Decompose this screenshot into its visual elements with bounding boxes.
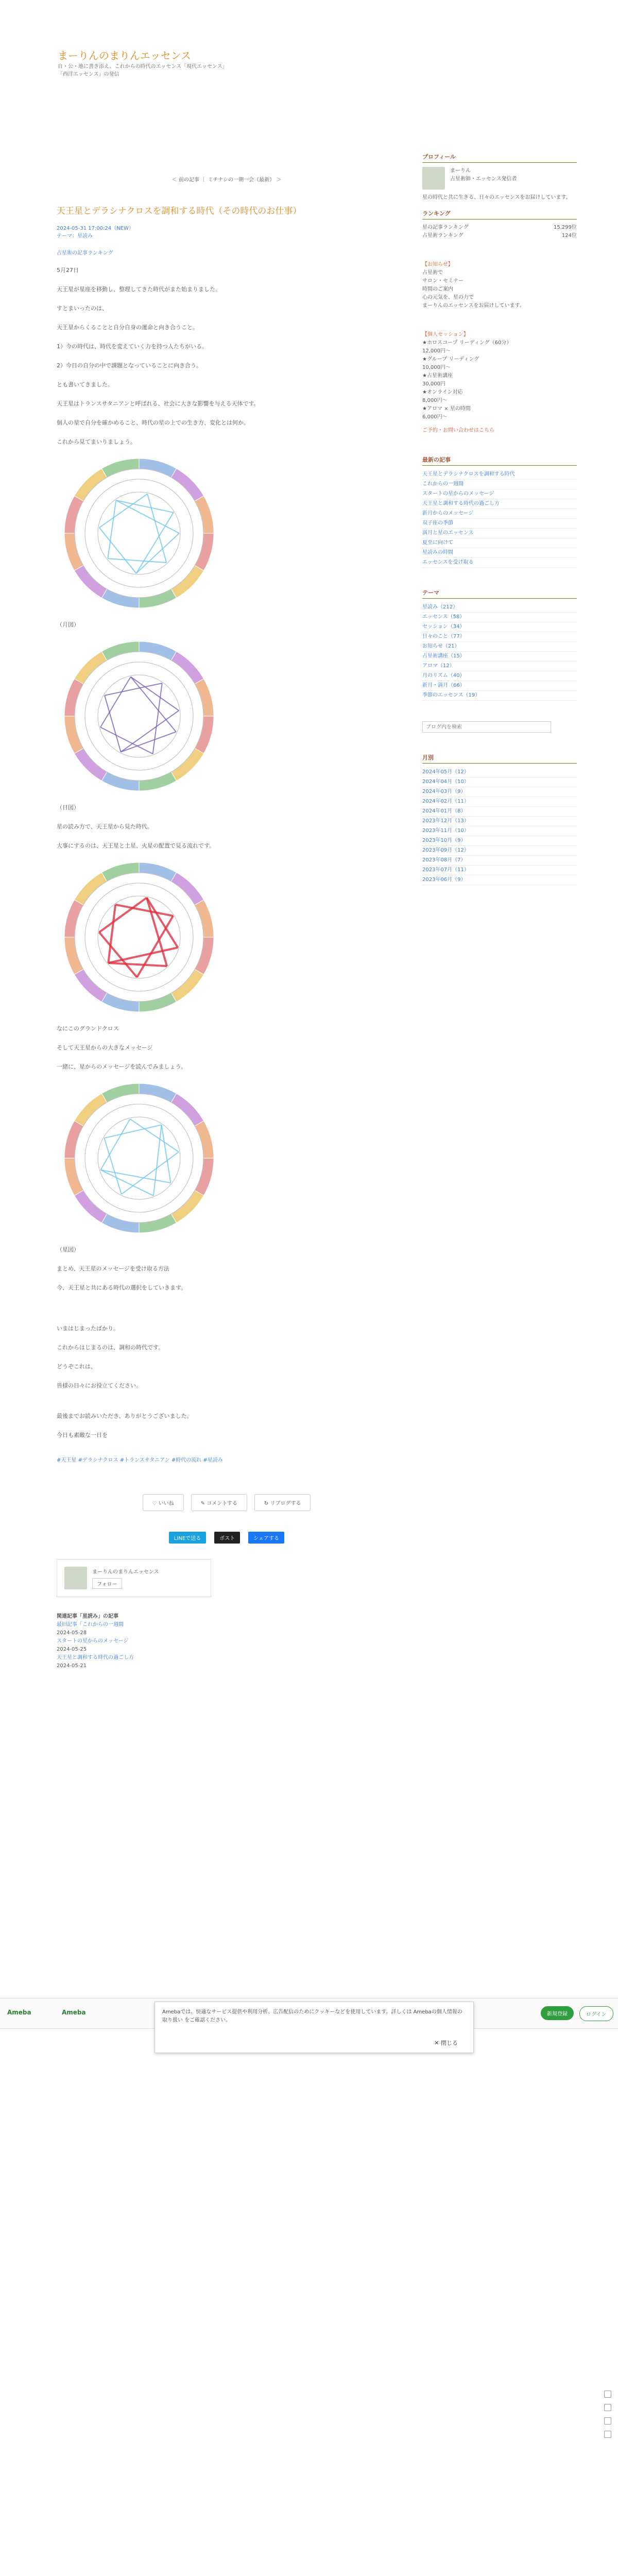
comment-label: コメントする [207, 1501, 237, 1506]
ameba-logo[interactable]: Ameba [7, 2009, 31, 2016]
wheel-ring [85, 662, 193, 770]
menu-price: 6,000円〜 [422, 414, 448, 420]
post-meta [57, 225, 397, 240]
zodiac-segment [102, 641, 140, 660]
aspect-line [100, 1119, 130, 1170]
profile-sub: 占星術師・エッセンス発信者 [450, 176, 517, 182]
cookie-close-button[interactable]: ✕ 閉じる [434, 2040, 458, 2046]
latest-item[interactable]: 満月と星のエッセンス [422, 529, 577, 538]
info-line[interactable]: 占星術で [422, 270, 443, 276]
zodiac-segment [171, 468, 204, 501]
zodiac-segment [195, 937, 214, 975]
blue-line: どうぞこれは、 [57, 1363, 96, 1370]
menu-line: ★オンライン対応 [422, 389, 463, 395]
zodiac-segment [139, 589, 177, 608]
cookie-notice [154, 2002, 474, 2053]
zodiac-segment [102, 1083, 140, 1103]
login-button[interactable]: ログイン [579, 2006, 613, 2021]
horoscope-wheel [62, 639, 216, 793]
zodiac-segment [74, 872, 107, 905]
zodiac-segment [64, 900, 83, 938]
info-line[interactable]: 心の元気を、星の力で [422, 295, 474, 300]
archive-item[interactable]: 2024年03月（9） [422, 787, 577, 797]
latest-item[interactable]: 夏至に向けて [422, 538, 577, 548]
zodiac-segment [102, 993, 140, 1012]
top-icon[interactable] [604, 2431, 611, 2438]
aspect-line [130, 1119, 179, 1152]
horoscope-chart-3 [62, 860, 216, 1014]
theme-heading: テーマ [422, 588, 577, 599]
zodiac-segment [139, 772, 177, 791]
rank-row[interactable] [422, 232, 577, 240]
zodiac-segment [195, 900, 214, 938]
archive-item[interactable]: 2023年09月（12） [422, 846, 577, 856]
wheel-ring [85, 1104, 193, 1212]
chart-caption: （星図） [57, 1246, 79, 1253]
zodiac-segment [102, 459, 140, 478]
paragraph: 一緒に、星からのメッセージを読んでみましょう。 [57, 1063, 187, 1070]
zodiac-segment [64, 679, 83, 717]
cookie-close-label: 閉じる [441, 2040, 458, 2046]
horoscope-wheel [62, 860, 216, 1014]
like-button[interactable]: ♡ いいね [143, 1494, 184, 1511]
aspect-line [99, 528, 136, 573]
author-card [57, 1559, 211, 1597]
zodiac-segment [195, 533, 214, 571]
latest-item[interactable]: これからの一週間 [422, 480, 577, 489]
post-body [57, 265, 397, 1440]
rank-value: 15,299位 [554, 225, 577, 230]
post-date: 2024-05-31 17:00:24（NEW） [57, 226, 134, 231]
post-tags[interactable]: #天王星 #デラシナクロス #トランスサタニアン #時代の流れ #星読み [57, 1458, 223, 1463]
aspect-line [122, 1152, 179, 1194]
wheel-ring [75, 873, 203, 1002]
archive-item[interactable]: 2024年05月（12） [422, 768, 577, 777]
zodiac-segment [171, 872, 204, 905]
latest-item[interactable]: スタートの星からのメッセージ [422, 489, 577, 499]
rank-value: 124位 [561, 233, 577, 239]
zodiac-segment [195, 1121, 214, 1159]
zodiac-segment [74, 468, 107, 501]
aspect-line [100, 1170, 170, 1183]
x-share-button[interactable]: ポスト [214, 1532, 240, 1544]
wheel-ring [75, 469, 203, 598]
theme-item[interactable]: 星読み（212） [422, 603, 577, 613]
zodiac-segment [171, 566, 204, 598]
latest-item[interactable]: 星読みの時間 [422, 548, 577, 558]
zodiac-segment [74, 749, 107, 781]
wheel-ring [98, 492, 180, 574]
zodiac-segment [171, 749, 204, 781]
archive-item[interactable]: 2023年11月（10） [422, 826, 577, 836]
menu-price: 10,000円〜 [422, 365, 451, 370]
zodiac-segment [74, 566, 107, 598]
theme-item[interactable]: セッション（34） [422, 622, 577, 632]
aspect-line [116, 500, 174, 513]
archive-item[interactable]: 2023年06月（9） [422, 875, 577, 885]
archive-heading: 月別 [422, 753, 577, 764]
paragraph: 今、天王星と共にある時代の選択をしていきます。 [57, 1284, 187, 1291]
comment-button[interactable]: ✎ コメントする [191, 1494, 247, 1511]
latest-item[interactable]: エッセンスを受け取る [422, 558, 577, 568]
zodiac-segment [171, 1191, 204, 1223]
zodiac-segment [195, 1158, 214, 1196]
paragraph: 天王星からくることと自分自身の運命と向き合うこと。 [57, 324, 198, 331]
profile-text: 星の時代と共に生きる、日々のエッセンスをお届けしています。 [422, 195, 571, 200]
signoff: 今日も素敵な一日を [57, 1432, 108, 1438]
archive-item[interactable]: 2023年12月（13） [422, 817, 577, 826]
ameba-logo-secondary[interactable]: Ameba [62, 2009, 86, 2016]
info-heading: 【お知らせ】 [422, 262, 453, 267]
theme-box [422, 588, 577, 701]
site-title[interactable]: まーりんのまりんエッセンス [58, 49, 191, 62]
latest-item[interactable]: 新月からのメッセージ [422, 509, 577, 519]
paragraph: 1）今の時代は、時代を変えていく力を持つ人たちがいる。 [57, 343, 208, 350]
latest-item[interactable]: 天王星と調和する時代の過ごし方 [422, 499, 577, 509]
paragraph: 2）今日の自分の中で課題となっていることに向き合う。 [57, 362, 202, 369]
ranking-link[interactable]: 占星術の記事ランキング [57, 250, 113, 256]
paragraph: なにこのグランドクロス [57, 1025, 119, 1032]
blue-line: 皆様の日々にお役立てください。 [57, 1382, 142, 1389]
menu-line: ★ホロスコープ リーディング（60分） [422, 340, 512, 346]
zodiac-segment [102, 772, 140, 791]
aspect-line [108, 963, 167, 966]
aspect-line [104, 1125, 161, 1138]
blog-header [0, 0, 618, 118]
chart-caption: （日図） [57, 804, 79, 811]
aspect-line [99, 932, 137, 977]
zodiac-segment [102, 589, 140, 608]
aspect-line [104, 1138, 121, 1194]
profile-avatar[interactable] [422, 167, 445, 190]
zodiac-segment [74, 651, 107, 684]
zodiac-segment [102, 862, 140, 882]
theme-item[interactable]: 占星術講座（15） [422, 652, 577, 662]
zodiac-segment [139, 1214, 177, 1233]
related-posts [57, 1613, 397, 1670]
theme-item[interactable]: 新月・満月（66） [422, 681, 577, 691]
paragraph: 天王星はトランスサタニアンと呼ばれる、社会に大きな影響を与える天体です。 [57, 400, 260, 407]
archive-box [422, 753, 577, 885]
rank-label: 占星術ランキング [422, 233, 464, 239]
wheel-ring [75, 1094, 203, 1223]
paragraph: 5月27日 [57, 267, 79, 274]
comment-icon[interactable] [604, 2404, 611, 2411]
related-item[interactable]: 天王星と調和する時代の過ごし方 [57, 1655, 134, 1660]
theme-item[interactable]: エッセンス（58） [422, 613, 577, 622]
menu-box [422, 331, 577, 435]
blue-line: いまはじまったばかり。 [57, 1325, 119, 1332]
zodiac-segment [102, 1214, 140, 1233]
zodiac-segment [195, 716, 214, 754]
post-actions [57, 1494, 397, 1511]
aspect-line [136, 533, 179, 573]
zodiac-segment [139, 459, 177, 478]
archive-item[interactable]: 2024年02月（11） [422, 797, 577, 807]
paragraph: すとまいったのは、 [57, 305, 108, 312]
theme-item[interactable]: アロマ（12） [422, 662, 577, 671]
zodiac-segment [64, 937, 83, 975]
theme-item[interactable]: 季節のエッセンス（19） [422, 691, 577, 701]
signoff: 最後までお読みいただき、ありがとうございました。 [57, 1413, 193, 1419]
main-column [57, 118, 397, 1670]
profile-name[interactable]: まーりん [450, 168, 471, 174]
highlight-text: 星の読み方で、天王星から見た時代。 [57, 823, 153, 830]
archive-item[interactable]: 2023年07月（11） [422, 866, 577, 875]
blog-search-input[interactable] [422, 721, 551, 733]
latest-posts-box [422, 455, 577, 568]
related-item[interactable]: スタートの星からのメッセージ [57, 1638, 129, 1644]
info-line[interactable]: まーりんのエッセンスをお届けしています。 [422, 303, 525, 309]
zodiac-segment [74, 1191, 107, 1223]
zodiac-segment [171, 1093, 204, 1126]
like-label: いいね [158, 1501, 174, 1506]
horoscope-wheel [62, 456, 216, 611]
horoscope-chart-1 [62, 456, 216, 611]
post-navigation[interactable]: ＜ 前の記事 ｜ ミチナシの一期一会（最新） ＞ [171, 177, 282, 183]
archive-item[interactable]: 2024年04月（10） [422, 777, 577, 787]
post-title[interactable]: 天王星とデラシナクロスを調和する時代（その時代のお仕事） [57, 206, 302, 216]
follow-button[interactable]: フォロー [92, 1578, 122, 1589]
related-date: 2024-05-28 [57, 1630, 87, 1636]
register-button[interactable]: 新規登録 [541, 2006, 574, 2020]
menu-price: 30,000円 [422, 381, 445, 387]
cookie-text: Amebaでは、快適なサービス提供や利用分析、広告配信のためにクッキーなどを使用しています。詳しくは Amebaの個人情報の取り扱い をご確認ください。 [162, 2009, 462, 2023]
aspect-line [108, 558, 166, 563]
zodiac-segment [139, 1083, 177, 1103]
aspect-line [162, 1125, 171, 1183]
zodiac-segment [64, 1158, 83, 1196]
zodiac-segment [171, 970, 204, 1002]
theme-item[interactable]: 日々のこと（77） [422, 632, 577, 642]
zodiac-segment [139, 641, 177, 660]
info-box [422, 261, 577, 310]
aspect-line [147, 897, 178, 947]
aspect-line [108, 905, 115, 963]
menu-price: 12,000円〜 [422, 348, 451, 354]
line-share-button[interactable]: LINEで送る [169, 1532, 206, 1544]
search-box [422, 721, 577, 733]
zodiac-segment [64, 716, 83, 754]
related-item[interactable]: 最旧記事「これからの一週間 [57, 1622, 124, 1628]
zodiac-segment [74, 1093, 107, 1126]
archive-item[interactable]: 2023年08月（7） [422, 856, 577, 866]
sidebar [422, 152, 577, 906]
zodiac-segment [64, 1121, 83, 1159]
horoscope-wheel [62, 1081, 216, 1235]
avatar[interactable] [64, 1567, 87, 1589]
info-line[interactable]: サロン・セミナー [422, 278, 464, 284]
zodiac-segment [195, 679, 214, 717]
aspect-line [100, 677, 131, 727]
menu-line: ★アロマ × 星の時間 [422, 406, 471, 412]
profile-box [422, 152, 577, 240]
aspect-line [116, 500, 179, 533]
reblog-button[interactable]: ↻ リブログする [254, 1494, 311, 1511]
paragraph: そして天王星からの大きなメッセージ [57, 1044, 153, 1051]
info-line[interactable]: 時間のご案内 [422, 286, 453, 292]
paragraph: これから見てまいりましょう。 [57, 438, 136, 445]
facebook-share-button[interactable]: シェアする [248, 1532, 284, 1544]
profile-heading: プロフィール [422, 152, 577, 163]
rank-row[interactable] [422, 224, 577, 232]
theme-item[interactable]: 月のリズム（40） [422, 671, 577, 681]
zodiac-segment [74, 970, 107, 1002]
rank-label: 星の記事ランキング [422, 225, 469, 230]
aspect-line [108, 500, 116, 558]
zodiac-segment [139, 993, 177, 1012]
related-date: 2024-05-21 [57, 1663, 87, 1669]
aspect-line [121, 710, 179, 752]
paragraph: 天王星が星座を移動し、整理してきた時代がまた始まりました。 [57, 286, 221, 293]
aspect-line [105, 683, 162, 696]
paragraph: まとめ、天王星のメッセージを受け取る方法 [57, 1265, 169, 1272]
paragraph: 個人の星で自分を確かめること、時代の星の上での生き方、変化とは何か。 [57, 419, 249, 426]
related-date: 2024-05-25 [57, 1647, 87, 1652]
paragraph: とも書いてきました。 [57, 381, 113, 388]
reblog-label: リブログする [270, 1501, 301, 1506]
blue-line: これからはじまるのは、調和の時代です。 [57, 1344, 164, 1351]
aspect-line [99, 494, 147, 528]
menu-line: ★グループ リーディング [422, 357, 479, 362]
site-description: 自・公・地に書き添え、これからの時代のエッセンス「現代エッセンス」「西洋エッセンス」の発信 [58, 64, 228, 77]
horoscope-chart-4 [62, 1081, 216, 1235]
latest-item[interactable]: 双子座の季節 [422, 519, 577, 529]
latest-heading: 最新の記事 [422, 455, 577, 466]
floating-toolbar [604, 2391, 614, 2444]
zodiac-segment [195, 496, 214, 534]
aspect-line [99, 897, 147, 932]
post-theme[interactable]: テーマ：星読み [57, 233, 93, 239]
archive-item[interactable]: 2024年01月（8） [422, 807, 577, 817]
archive-item[interactable]: 2023年10月（9） [422, 836, 577, 846]
menu-price: 8,000円〜 [422, 398, 448, 403]
aspect-line [100, 1170, 153, 1196]
zodiac-segment [64, 496, 83, 534]
contact-link[interactable]: ご予約・お問い合わせはこちら [422, 428, 494, 433]
aspect-line [105, 696, 121, 752]
zodiac-segment [64, 533, 83, 571]
menu-heading: 【個人セッション】 [422, 332, 469, 337]
heart-icon[interactable] [604, 2391, 611, 2398]
related-title: 関連記事「星読み」の記事 [57, 1614, 118, 1619]
highlight-text: 大事にするのは、天王星と土星、火星の配置で見る流れです。 [57, 842, 215, 849]
zodiac-segment [171, 651, 204, 684]
share-buttons [57, 1532, 397, 1544]
zodiac-segment [139, 862, 177, 882]
wheel-ring [75, 652, 203, 781]
horoscope-chart-2 [62, 639, 216, 793]
menu-line: ★占星術講座 [422, 373, 453, 379]
theme-item[interactable]: お知らせ（21） [422, 642, 577, 652]
author-name[interactable]: まーりんのまりんエッセンス [92, 1569, 159, 1575]
chart-caption: （月図） [57, 621, 79, 628]
ranking-heading: ランキング [422, 209, 577, 219]
share-icon[interactable] [604, 2417, 611, 2425]
latest-item[interactable]: 天王星とデラシナクロスを調和する時代 [422, 470, 577, 480]
